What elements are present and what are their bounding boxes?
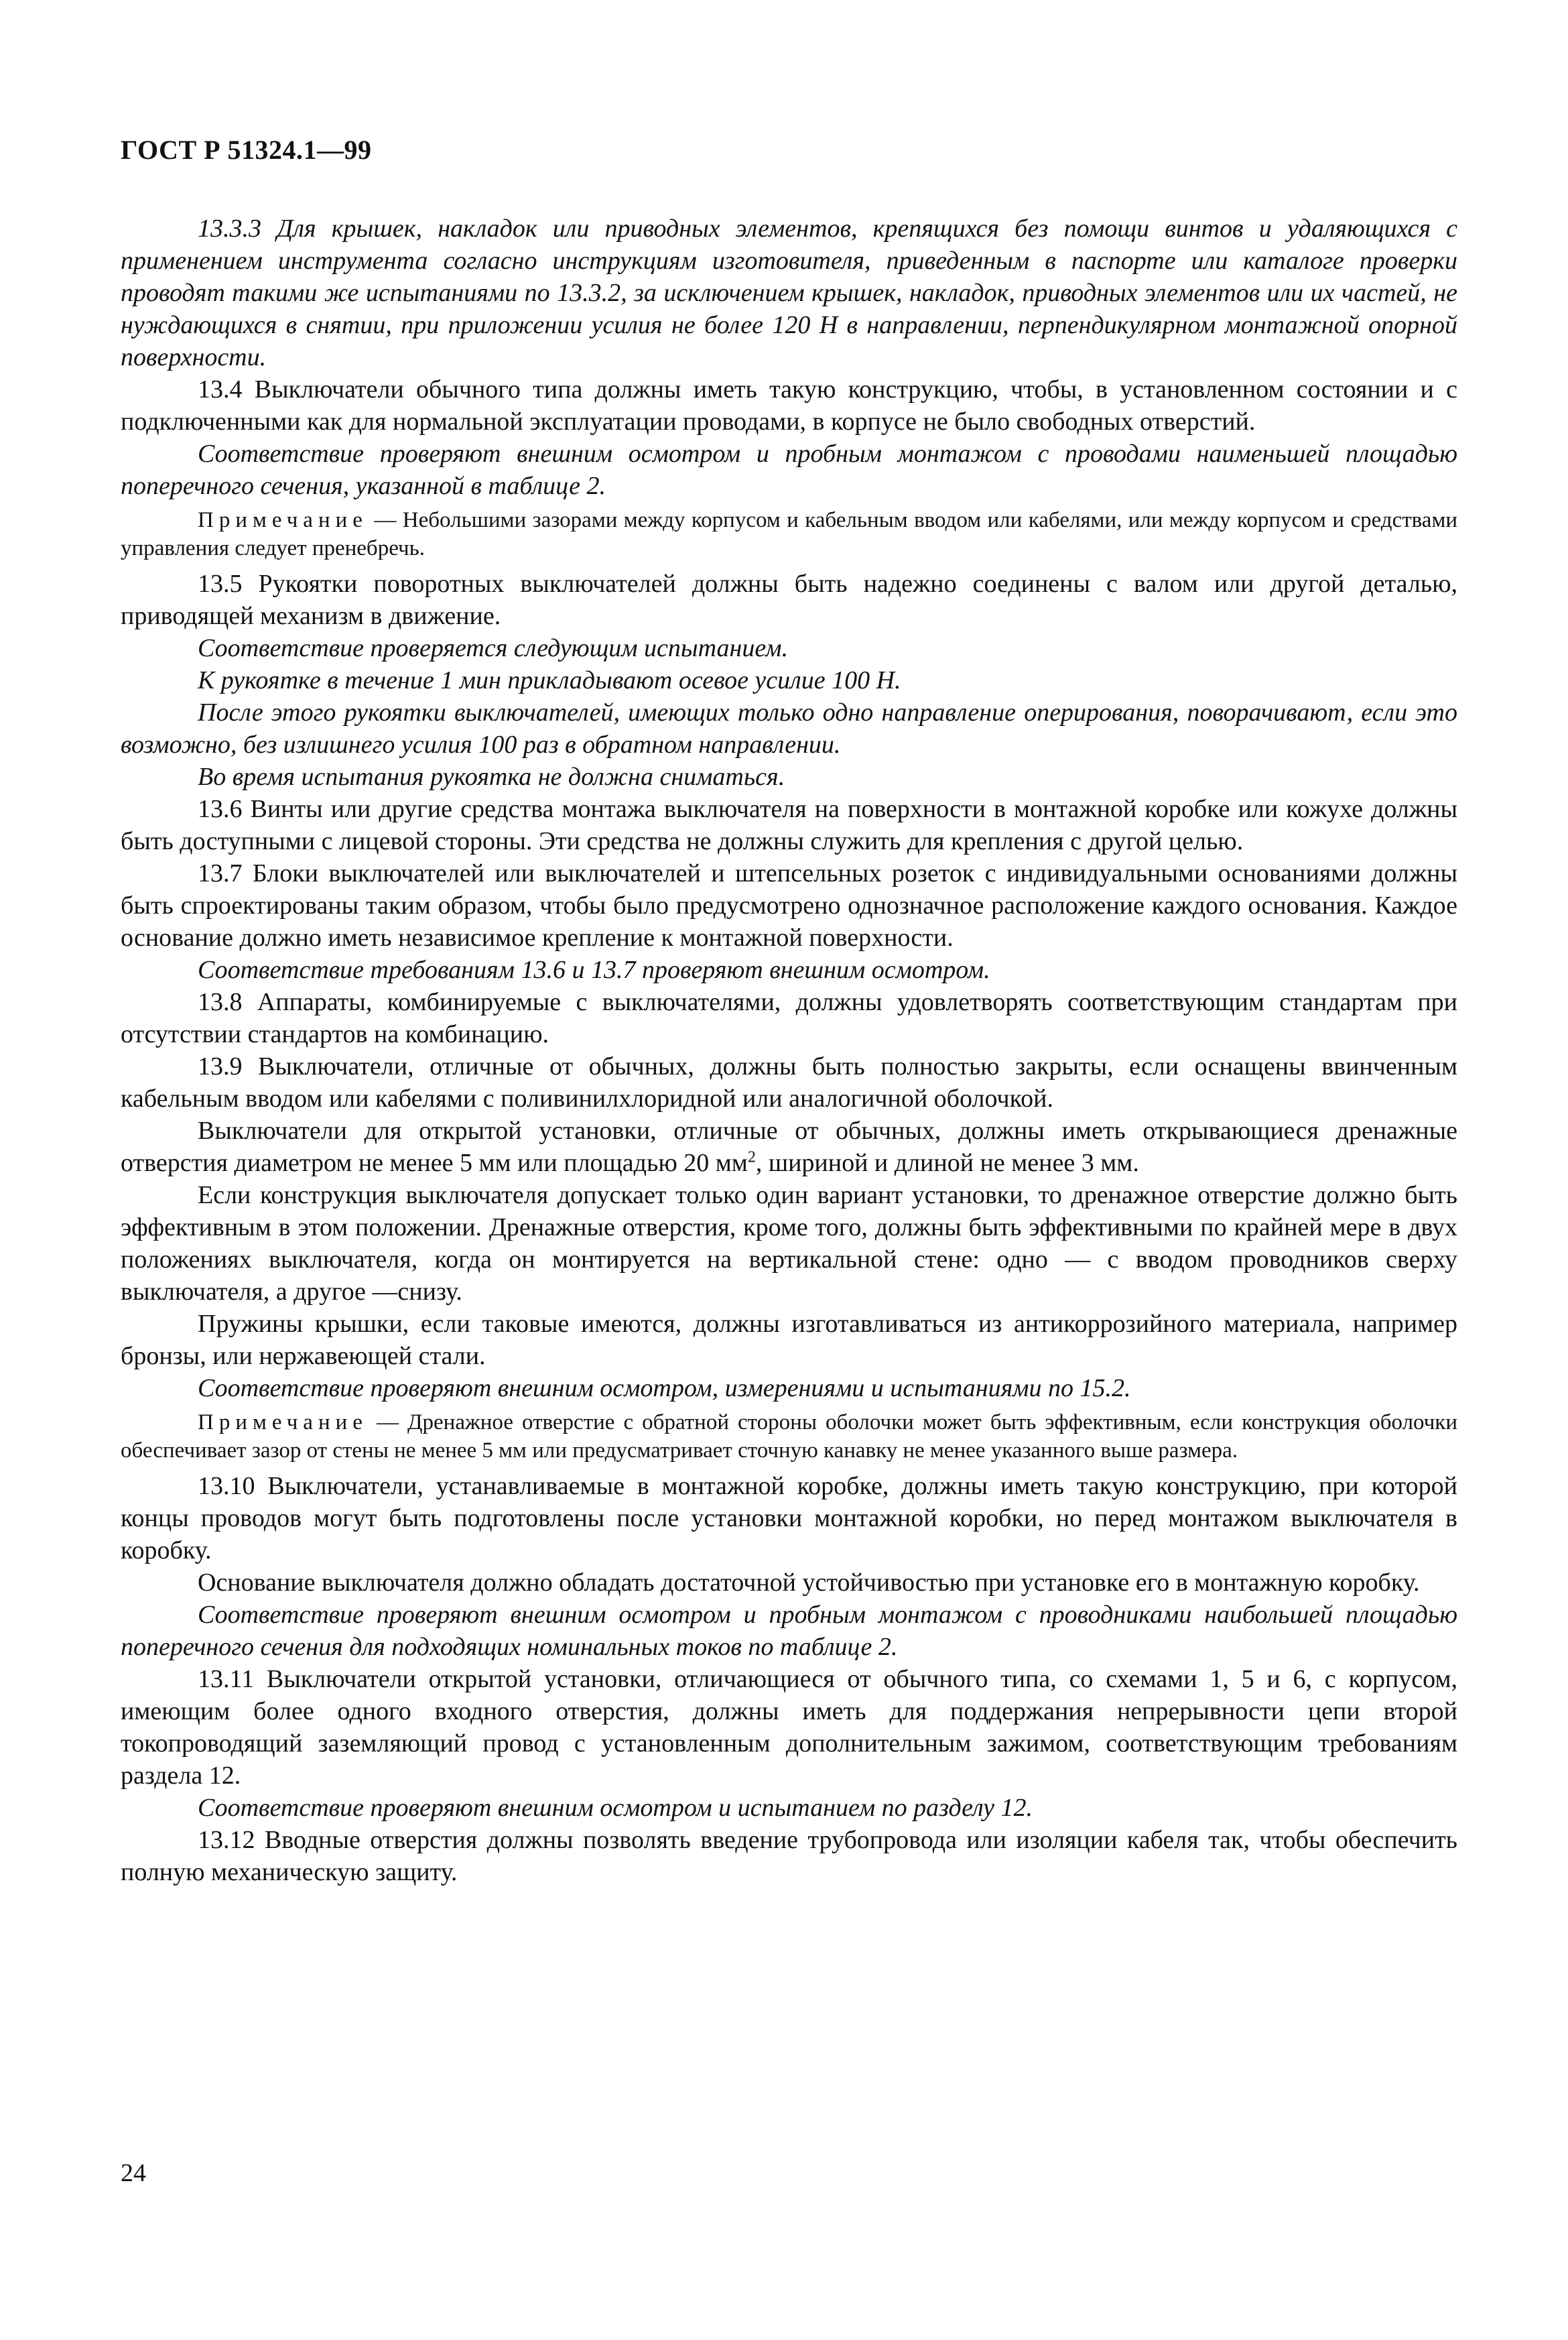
compliance-13-9: Соответствие проверяют внешним осмотром, измерениями и испытаниями по 15.2.	[198, 1374, 1131, 1402]
superscript-2: 2	[747, 1148, 756, 1166]
compliance-13-10: Соответствие проверяют внешним осмотром и пробным монтажом с проводниками наибольшей площадью поперечного сечения для подходящих номинальных токов по таблице 2.	[121, 1601, 1457, 1661]
note-13-9	[121, 1408, 1457, 1465]
paragraph-13-9: 13.9 Выключатели, отличные от обычных, должны быть полностью закрыты, если оснащены ввинченным кабельным вводом или кабелями с поливинилхлоридной или аналогичной оболочкой.	[121, 1052, 1457, 1113]
test-13-5-b: После этого рукоятки выключателей, имеющих только одно направление оперирования, поворачивают, если это возможно, без излишнего усилия 100 раз в обратном направлении.	[121, 698, 1457, 759]
note-13-4	[121, 506, 1457, 562]
compliance-13-6-13-7: Соответствие требованиям 13.6 и 13.7 проверяют внешним осмотром.	[198, 956, 990, 984]
note-label: Примечание	[198, 1410, 368, 1434]
paragraph-13-6: 13.6 Винты или другие средства монтажа выключателя на поверхности в монтажной коробке или кожухе должны быть доступными с лицевой стороны. Эти средства не должны служить для крепления с другой целью.	[121, 795, 1457, 855]
document-header: ГОСТ Р 51324.1—99	[121, 135, 372, 165]
test-13-5-a: К рукоятке в течение 1 мин прикладывают осевое усилие 100 Н.	[198, 666, 901, 694]
document-body	[121, 212, 1457, 1888]
paragraph-13-11: 13.11 Выключатели открытой установки, отличающиеся от обычного типа, со схемами 1, 5 и 6, с корпусом, имеющим более одного входного отверстия, должны иметь для поддержания непрерывности цепи второй токопроводящий заземляющий провод с установленным дополнительным зажимом, соответствующим требованиям раздела 12.	[121, 1665, 1457, 1790]
note-text: — Дренажное отверстие с обратной стороны оболочки может быть эффективным, если конструкция оболочки обеспечивает зазор от стены не менее 5 мм или предусматривает сточную канавку не менее указанного выше размера.	[121, 1410, 1457, 1463]
paragraph-13-4: 13.4 Выключатели обычного типа должны иметь такую конструкцию, чтобы, в установленном состоянии и с подключенными как для нормальной эксплуатации проводами, в корпусе не было свободных отверстий.	[121, 375, 1457, 436]
drainage-text-b: , шириной и длиной не менее 3 мм.	[755, 1149, 1139, 1177]
paragraph-13-12: 13.12 Вводные отверстия должны позволять введение трубопровода или изоляции кабеля так, чтобы обеспечить полную механическую защиту.	[121, 1826, 1457, 1886]
note-label: Примечание	[198, 508, 368, 532]
paragraph-13-5: 13.5 Рукоятки поворотных выключателей должны быть надежно соединены с валом или другой деталью, приводящей механизм в движение.	[121, 570, 1457, 630]
compliance-13-5: Соответствие проверяется следующим испытанием.	[198, 634, 789, 662]
paragraph-13-3-3: 13.3.3 Для крышек, накладок или приводных элементов, крепящихся без помощи винтов и удаляющихся с применением инструмента согласно инструкциям изготовителя, приведенным в паспорте или каталоге проверки проводят такими же испытаниями по 13.3.2, за исключением крышек, накладок, приводных элементов или их частей, не нуждающихся в снятии, при приложении усилия не более 120 Н в направлении, перпендикулярном монтажной опорной поверхности.	[121, 214, 1457, 371]
paragraph-13-9-springs: Пружины крышки, если таковые имеются, должны изготавливаться из антикоррозийного материала, например бронзы, или нержавеющей стали.	[121, 1310, 1457, 1370]
paragraph-13-8: 13.8 Аппараты, комбинируемые с выключателями, должны удовлетворять соответствующим стандартам при отсутствии стандартов на комбинацию.	[121, 988, 1457, 1048]
drainage-text-a: Выключатели для открытой установки, отличные от обычных, должны иметь открывающиеся дренажные отверстия диаметром не менее 5 мм или площадью 20 мм	[121, 1117, 1457, 1177]
compliance-13-4: Соответствие проверяют внешним осмотром и пробным монтажом с проводами наименьшей площадью поперечного сечения, указанной в таблице 2.	[121, 440, 1457, 500]
compliance-13-11: Соответствие проверяют внешним осмотром и испытанием по разделу 12.	[198, 1794, 1033, 1822]
paragraph-13-7: 13.7 Блоки выключателей или выключателей и штепсельных розеток с индивидуальными основаниями должны быть спроектированы таким образом, чтобы было предусмотрено однозначное расположение каждого основания. Каждое основание должно иметь независимое крепление к монтажной поверхности.	[121, 859, 1457, 952]
page-number: 24	[121, 2159, 146, 2187]
paragraph-13-10: 13.10 Выключатели, устанавливаемые в монтажной коробке, должны иметь такую конструкцию, при которой концы проводов могут быть подготовлены после установки монтажной коробки, но перед монтажом выключателя в коробку.	[121, 1472, 1457, 1564]
note-text: — Небольшими зазорами между корпусом и кабельным вводом или кабелями, или между корпусом и средствами управления следует пренебречь.	[121, 508, 1457, 560]
paragraph-13-9-drainage	[121, 1115, 1457, 1179]
paragraph-13-9-mounting: Если конструкция выключателя допускает только один вариант установки, то дренажное отверстие должно быть эффективным в этом положении. Дренажные отверстия, кроме того, должны быть эффективными по крайней мере в двух положениях выключателя, когда он монтируется на вертикальной стене: одно — с вводом проводников сверху выключателя, а другое —снизу.	[121, 1181, 1457, 1306]
test-13-5-c: Во время испытания рукоятка не должна сниматься.	[198, 763, 785, 791]
paragraph-13-10-base: Основание выключателя должно обладать достаточной устойчивостью при установке его в монтажную коробку.	[198, 1568, 1420, 1597]
